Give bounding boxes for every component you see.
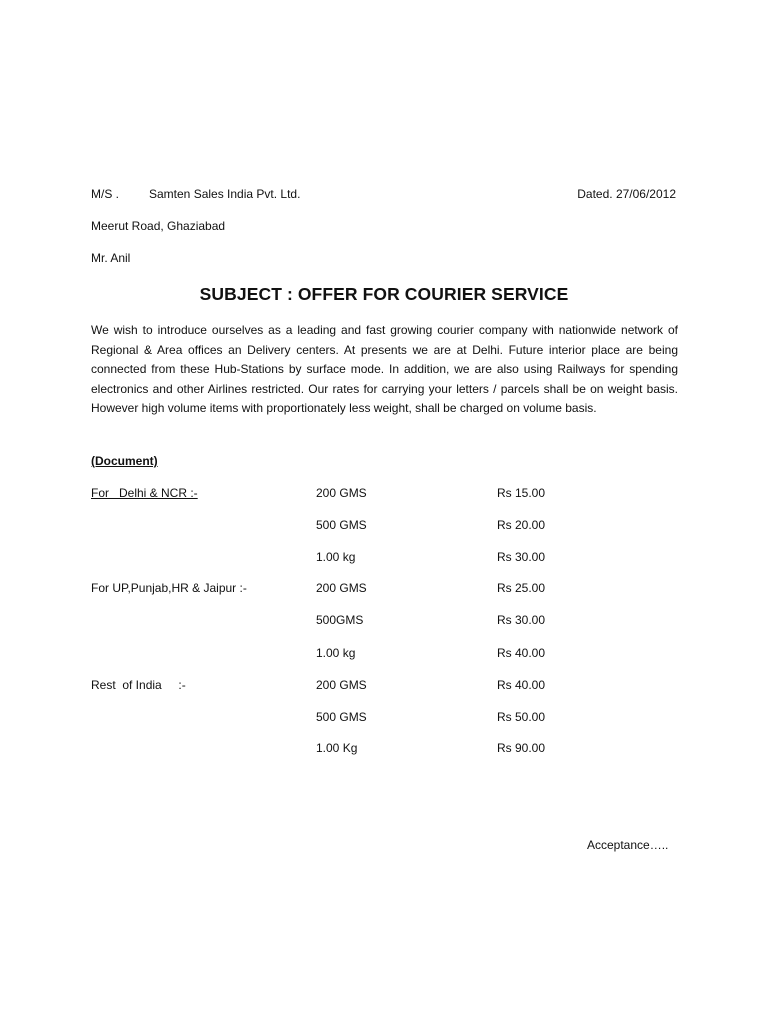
rate-weight: 1.00 kg	[316, 646, 356, 660]
section-title: (Document)	[91, 454, 158, 468]
rate-weight: 500GMS	[316, 613, 364, 627]
rate-row	[0, 613, 768, 633]
rate-weight: 200 GMS	[316, 486, 367, 500]
rate-weight: 1.00 kg	[316, 550, 356, 564]
rate-region: For Delhi & NCR :-	[91, 486, 198, 500]
rate-price: Rs 30.00	[497, 550, 546, 564]
rate-row	[0, 678, 768, 698]
rate-row	[0, 486, 768, 506]
rate-price: Rs 40.00	[497, 678, 546, 692]
letter-date: Dated. 27/06/2012	[577, 187, 676, 201]
rate-region: For UP,Punjab,HR & Jaipur :-	[91, 581, 247, 595]
rate-weight: 200 GMS	[316, 678, 367, 692]
rate-price: Rs 30.00	[497, 613, 546, 627]
rate-region: Rest of India :-	[91, 678, 186, 692]
subject-heading: SUBJECT : OFFER FOR COURIER SERVICE	[199, 284, 569, 304]
rate-row	[0, 518, 768, 538]
rate-weight: 500 GMS	[316, 518, 367, 532]
company-name: Samten Sales India Pvt. Ltd.	[149, 187, 301, 201]
ms-prefix: M/S .	[91, 187, 120, 201]
rate-weight: 1.00 Kg	[316, 741, 358, 755]
rate-weight: 500 GMS	[316, 710, 367, 724]
rate-row	[0, 646, 768, 666]
rate-row	[0, 581, 768, 601]
rate-row	[0, 741, 768, 761]
rate-row	[0, 550, 768, 570]
attention-line: Mr. Anil	[91, 251, 131, 265]
rate-price: Rs 15.00	[497, 486, 546, 500]
rate-price: Rs 20.00	[497, 518, 546, 532]
rate-weight: 200 GMS	[316, 581, 367, 595]
body-paragraph: We wish to introduce ourselves as a leading and fast growing courier company with nationwide network of Regional & Area offices an Delivery centers. At presents we are at Delhi. Future interior place are being connected from these Hub-Stations by surface mode. In addition, we are also using Railways for spending electronics and other Airlines restricted. Our rates for carrying your letters / parcels shall be on weight basis. However high volume items with proportionately less weight, shall be charged on volume basis.	[91, 323, 678, 416]
recipient-address: Meerut Road, Ghaziabad	[91, 219, 226, 233]
rate-price: Rs 25.00	[497, 581, 546, 595]
rate-price: Rs 90.00	[497, 741, 546, 755]
rate-row	[0, 710, 768, 730]
recipient-line	[91, 187, 300, 201]
rate-price: Rs 40.00	[497, 646, 546, 660]
closing-text: Acceptance…..	[587, 838, 669, 852]
rate-price: Rs 50.00	[497, 710, 546, 724]
